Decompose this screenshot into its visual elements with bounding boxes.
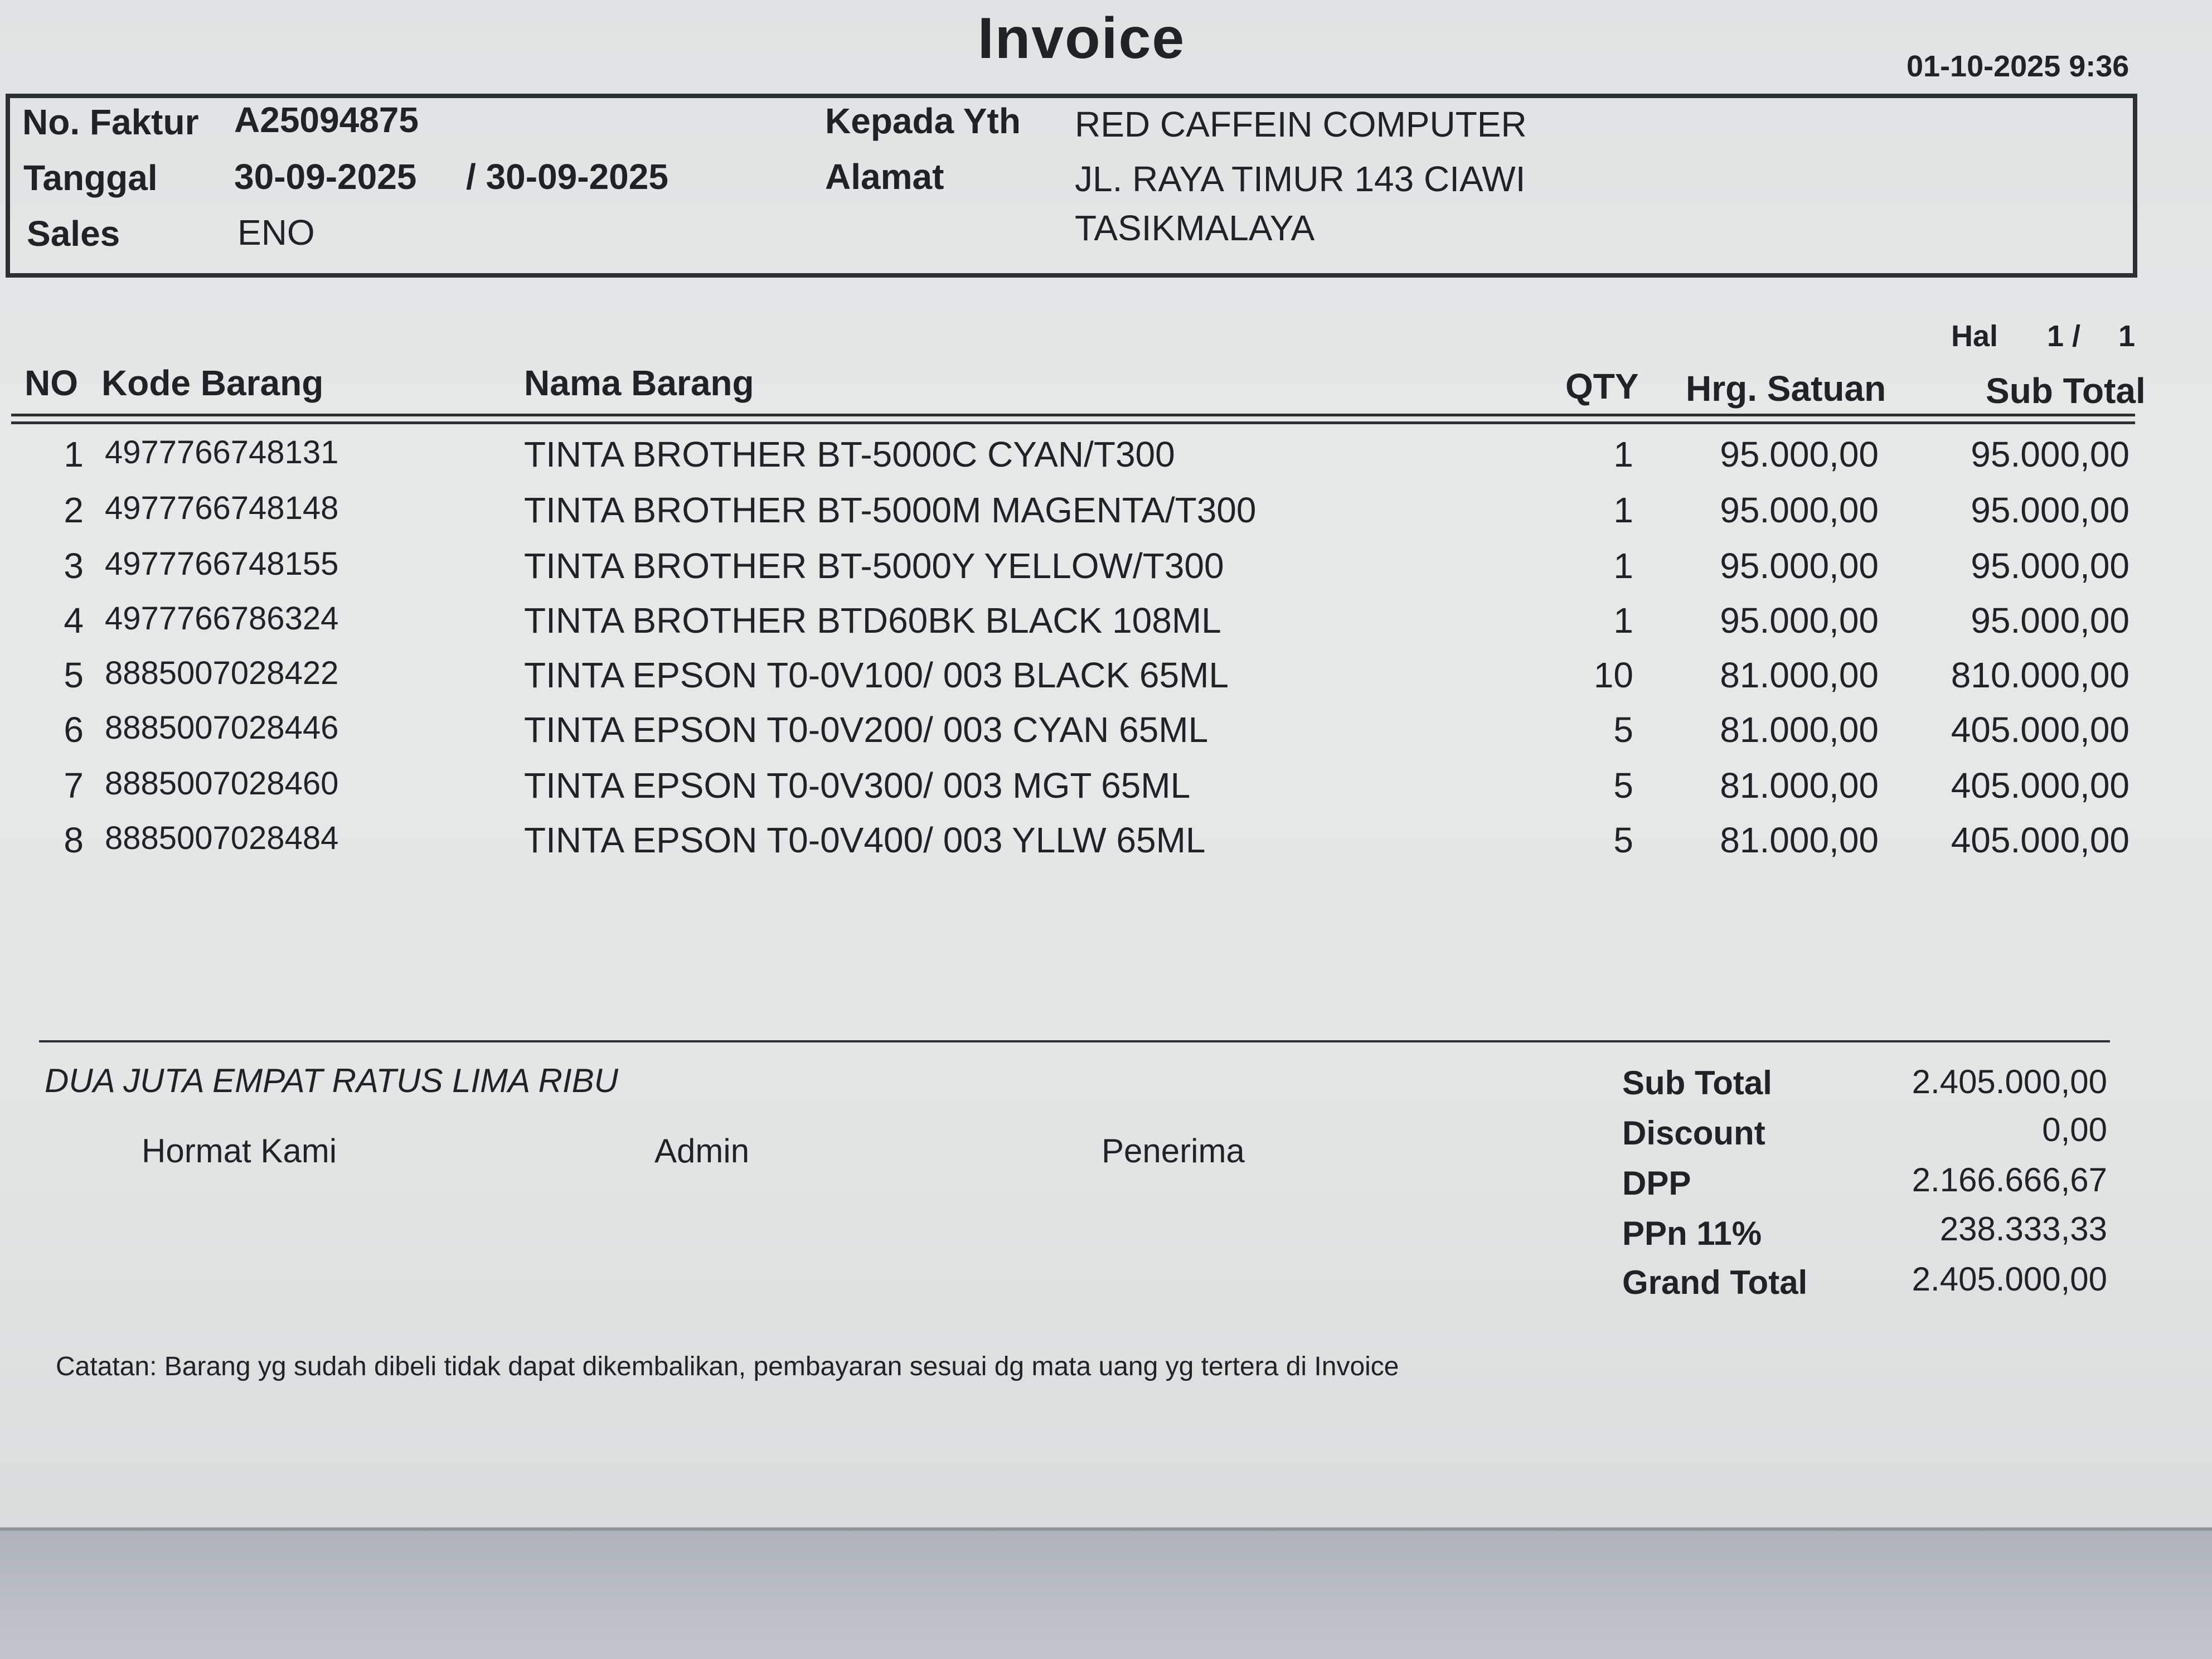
- row-name: TINTA EPSON T0-0V100/ 003 BLACK 65ML: [524, 655, 1229, 695]
- column-header-name: Nama Barang: [524, 363, 754, 403]
- screen-bezel: [0, 1527, 2212, 1659]
- alamat-label: Alamat: [825, 157, 944, 197]
- column-header-qty: QTY: [1565, 366, 1639, 406]
- dpp-label: DPP: [1622, 1165, 1691, 1202]
- table-row: [0, 765, 2212, 819]
- row-name: TINTA EPSON T0-0V300/ 003 MGT 65ML: [524, 765, 1191, 806]
- row-code: 8885007028446: [105, 710, 339, 746]
- page-total: 1: [2118, 319, 2136, 353]
- subtotal-label: Sub Total: [1622, 1064, 1772, 1102]
- row-subtotal: 95.000,00: [1971, 600, 2129, 641]
- subtotal-value: 2.405.000,00: [1912, 1063, 2107, 1100]
- row-qty: 1: [1613, 490, 1633, 530]
- row-qty: 1: [1613, 434, 1633, 474]
- row-code: 4977766748131: [105, 434, 339, 470]
- column-header-no: NO: [25, 363, 78, 403]
- row-qty: 1: [1613, 546, 1633, 586]
- row-code: 4977766748148: [105, 490, 339, 526]
- sales-value: ENO: [237, 212, 315, 253]
- row-price: 81.000,00: [1720, 655, 1879, 695]
- table-row: [0, 489, 2212, 544]
- row-no: 2: [64, 490, 84, 530]
- row-name: TINTA BROTHER BT-5000Y YELLOW/T300: [524, 546, 1224, 586]
- row-price: 81.000,00: [1720, 765, 1879, 806]
- row-price: 81.000,00: [1720, 710, 1879, 750]
- row-no: 8: [64, 820, 84, 860]
- discount-label: Discount: [1622, 1114, 1765, 1152]
- row-qty: 5: [1613, 820, 1633, 860]
- row-name: TINTA EPSON T0-0V400/ 003 YLLW 65ML: [524, 820, 1206, 860]
- column-header-subtotal: Sub Total: [1986, 371, 2146, 411]
- row-qty: 1: [1613, 600, 1633, 641]
- row-qty: 5: [1613, 765, 1633, 806]
- ppn-value: 238.333,33: [1939, 1210, 2107, 1248]
- print-datetime: 01-10-2025 9:36: [1907, 50, 2129, 83]
- row-name: TINTA BROTHER BT-5000M MAGENTA/T300: [524, 490, 1257, 530]
- invoice-title: Invoice: [977, 6, 1186, 71]
- amount-in-words: DUA JUTA EMPAT RATUS LIMA RIBU: [45, 1062, 618, 1099]
- row-code: 4977766786324: [105, 600, 339, 637]
- row-price: 81.000,00: [1720, 820, 1879, 860]
- tanggal-due-value: / 30-09-2025: [466, 157, 668, 197]
- row-subtotal: 95.000,00: [1971, 546, 2129, 586]
- row-name: TINTA EPSON T0-0V200/ 003 CYAN 65ML: [524, 710, 1209, 750]
- ppn-label: PPn 11%: [1622, 1215, 1762, 1252]
- page-current: 1 /: [2047, 319, 2081, 353]
- row-subtotal: 810.000,00: [1951, 655, 2129, 695]
- row-qty: 10: [1593, 655, 1633, 695]
- row-subtotal: 405.000,00: [1951, 710, 2129, 750]
- row-price: 95.000,00: [1720, 600, 1879, 641]
- sign-admin: Admin: [654, 1132, 750, 1170]
- row-code: 8885007028460: [105, 765, 339, 802]
- table-row: [0, 434, 2212, 488]
- row-subtotal: 405.000,00: [1951, 820, 2129, 860]
- column-header-price: Hrg. Satuan: [1686, 368, 1886, 409]
- row-code: 8885007028422: [105, 655, 339, 691]
- row-price: 95.000,00: [1720, 546, 1879, 586]
- row-no: 7: [64, 765, 84, 806]
- kepada-label: Kepada Yth: [825, 101, 1021, 141]
- row-code: 4977766748155: [105, 546, 339, 582]
- row-name: TINTA BROTHER BTD60BK BLACK 108ML: [524, 600, 1221, 641]
- row-price: 95.000,00: [1720, 434, 1879, 474]
- row-price: 95.000,00: [1720, 490, 1879, 530]
- header-rule-top: [11, 414, 2135, 416]
- grand-total-label: Grand Total: [1622, 1264, 1808, 1301]
- column-header-code: Kode Barang: [101, 363, 324, 403]
- row-subtotal: 95.000,00: [1971, 490, 2129, 530]
- header-rule-bottom: [11, 421, 2135, 424]
- row-no: 4: [64, 600, 84, 641]
- table-row: [0, 709, 2212, 764]
- row-subtotal: 405.000,00: [1951, 765, 2129, 806]
- alamat-line-1: JL. RAYA TIMUR 143 CIAWI: [1075, 159, 1526, 199]
- no-faktur-label: No. Faktur: [22, 102, 199, 142]
- row-code: 8885007028484: [105, 820, 339, 856]
- tanggal-label: Tanggal: [23, 158, 158, 198]
- alamat-line-2: TASIKMALAYA: [1075, 208, 1315, 248]
- row-no: 5: [64, 655, 84, 695]
- row-name: TINTA BROTHER BT-5000C CYAN/T300: [524, 434, 1175, 474]
- sign-penerima: Penerima: [1102, 1132, 1245, 1170]
- sales-label: Sales: [27, 214, 120, 254]
- grand-total-value: 2.405.000,00: [1912, 1260, 2107, 1298]
- kepada-value: RED CAFFEIN COMPUTER: [1075, 104, 1527, 144]
- sign-hormat-kami: Hormat Kami: [142, 1132, 337, 1170]
- invoice-note: Catatan: Barang yg sudah dibeli tidak dapat dikembalikan, pembayaran sesuai dg mata uang yg tertera di Invoice: [56, 1352, 1399, 1381]
- no-faktur-value: A25094875: [234, 100, 419, 140]
- table-row: [0, 819, 2212, 874]
- discount-value: 0,00: [2042, 1111, 2107, 1148]
- page-label: Hal: [1951, 319, 1998, 353]
- row-qty: 5: [1613, 710, 1633, 750]
- table-row: [0, 545, 2212, 600]
- table-row: [0, 654, 2212, 709]
- row-no: 3: [64, 546, 84, 586]
- table-row: [0, 600, 2212, 654]
- row-subtotal: 95.000,00: [1971, 434, 2129, 474]
- dpp-value: 2.166.666,67: [1912, 1161, 2107, 1199]
- footer-rule: [39, 1040, 2110, 1042]
- row-no: 1: [64, 434, 84, 474]
- row-no: 6: [64, 710, 84, 750]
- tanggal-value: 30-09-2025: [234, 157, 417, 197]
